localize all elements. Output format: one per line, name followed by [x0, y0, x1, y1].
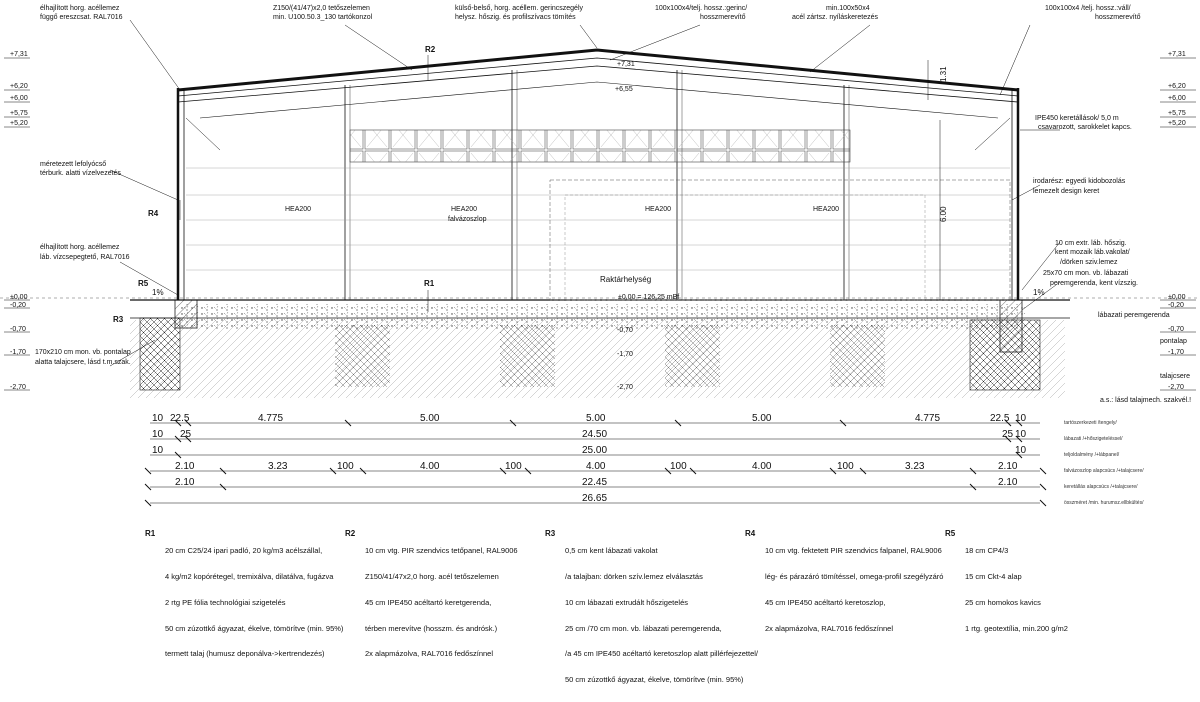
elev-left-5: +5,20	[10, 120, 28, 127]
note-elhajl-l1: élhajlított horg. acéllemez	[40, 244, 120, 251]
dim-row1-2: 22.5	[170, 413, 190, 424]
legend-key-r2: R2	[345, 529, 356, 538]
legend-line: 2x alapmázolva, RAL7016 fedőszínnel	[365, 649, 493, 659]
note-ridge-l1: külső-belső, horg. acéllem. gerincszegély	[455, 5, 584, 12]
note-meret-l1: méretezett lefolyócső	[40, 161, 107, 168]
dim-row2-1: 10	[152, 429, 164, 440]
legend-line: /a talajban: dörken szív.lemez elválasztás	[565, 571, 703, 581]
note-min100-l2: acél zártsz. nyíláskeretezés	[792, 14, 878, 21]
elev-left-9: -1,70	[10, 349, 26, 356]
note-z150-l1: Z150/(41/47)x2,0 tetőszelemen	[273, 5, 370, 12]
label-hea200-1: HEA200	[285, 206, 312, 213]
elev-mid-4: -1,70	[617, 351, 633, 358]
dim-row1-4: 5.00	[420, 413, 440, 424]
dim-row4-7: 100	[670, 461, 687, 472]
legend-line: 2x alapmázolva, RAL7016 fedőszínnel	[765, 623, 893, 633]
legend-key-r5: R5	[945, 529, 956, 538]
elev-right-2: +6,20	[1168, 83, 1186, 90]
label-r3: R3	[113, 315, 124, 324]
label-hea200-3: HEA200	[645, 206, 672, 213]
legend-key-r1: R1	[145, 529, 156, 538]
elev-mid-1: +7,31	[617, 61, 635, 68]
note-iroda-l1: irodarész: egyedi kidobozolás	[1033, 178, 1126, 185]
legend-line: 18 cm CP4/3	[965, 546, 1009, 556]
note-170-l2: alatta talajcsere, lásd t.m.szak.	[35, 359, 131, 366]
elev-right-8: -0,70	[1168, 326, 1184, 333]
note-10cm-l2: kent mozaik láb.vakolat/	[1055, 249, 1130, 256]
elev-left-10: -2,70	[10, 384, 26, 391]
label-r5: R5	[138, 279, 149, 288]
note-10cm-l1: 10 cm extr. láb. hőszig.	[1055, 240, 1127, 247]
legend-line: 45 cm IPE450 acéltartó keretgerenda,	[365, 597, 492, 607]
legend-line: Z150/41/47x2,0 horg. acél tetőszelemen	[365, 571, 499, 581]
dim-row1-1: 10	[152, 413, 164, 424]
dim-row2-4: 25	[1002, 429, 1014, 440]
note-top-left-l1: élhajlított horg. acéllemez	[40, 5, 120, 12]
legend-line: 10 cm vtg. fektetett PIR szendvics falpanel, RAL9006	[765, 546, 942, 556]
elev-right-10: -2,70	[1168, 384, 1184, 391]
dim-label-4: falvázoszlop alapcsúcs /+talajcsere/	[1064, 468, 1144, 474]
note-ipe-l2: csavarozott, sarokkelet kapcs.	[1038, 124, 1132, 131]
dim-row1-9: 10	[1015, 413, 1027, 424]
elev-right-9: -1,70	[1168, 349, 1184, 356]
label-falvaz: falvázoszlop	[448, 216, 487, 223]
dim-row4-6: 4.00	[586, 461, 606, 472]
note-ipe-l1: IPE450 keretállások/ 5,0 m	[1035, 115, 1119, 122]
legend-r4	[745, 530, 943, 650]
dim-row4-8: 4.00	[752, 461, 772, 472]
note-ridge-l2: helysz. hőszig. és profilszívacs tömítés	[455, 14, 576, 21]
legend-line: termett talaj (humusz deponálva->kertrendezés)	[165, 649, 325, 659]
label-h131: 1.31	[939, 66, 948, 82]
dim-row4-5: 100	[505, 461, 522, 472]
label-zero: ±0,00 = 126,25 mBf	[618, 294, 680, 301]
note-elhajl-l2: láb. vízcsepegtető, RAL7016	[40, 254, 130, 261]
legend-r5	[945, 530, 1068, 650]
legend-line: 10 cm vtg. PIR szendvics tetőpanel, RAL9006	[365, 546, 518, 556]
dim-row1-3: 4.775	[258, 413, 284, 424]
label-hea200-2: HEA200	[451, 206, 478, 213]
note-meret-l2: térburk. alatti vízelvezetés	[40, 170, 121, 177]
elev-right-7: -0,20	[1168, 302, 1184, 309]
elevation-scale-left	[4, 58, 30, 390]
note-z150-l2: min. U100.50.3_130 tartókonzol	[273, 14, 373, 21]
dim-row4-4: 4.00	[420, 461, 440, 472]
note-label-talajcsere: talajcsere	[1160, 373, 1190, 380]
note-100a-l1: 100x100x4/telj. hossz.:gerinc/	[655, 5, 748, 12]
note-top-left-l2: függő ereszcsat. RAL7016	[40, 14, 123, 21]
dim-label-3: teljoldalmény /+lábpanel/	[1064, 452, 1120, 458]
note-label-peremgerenda: lábazati peremgerenda	[1098, 312, 1170, 319]
elev-mid-2: +6,55	[615, 86, 633, 93]
elev-right-4: +5,75	[1168, 110, 1186, 117]
legend-lines-r5	[965, 530, 1068, 650]
dim-row4-10: 3.23	[905, 461, 925, 472]
note-100b-l1: 100x100x4 /telj. hossz.:váll/	[1045, 5, 1131, 12]
note-label-pontalap: pontalap	[1160, 338, 1187, 345]
legend-line: /a 45 cm IPE450 acéltartó keretoszlop alatt pillérfejezettel/	[565, 649, 759, 659]
note-170-l1: 170x210 cm mon. vb. pontalap	[35, 349, 131, 356]
legend-line: 20 cm C25/24 ipari padló, 20 kg/m3 acélszállal,	[165, 546, 323, 556]
note-label-talajmech: a.s.: lásd talajmech. szakvél.!	[1100, 397, 1192, 404]
elev-left-6: ±0,00	[10, 294, 28, 301]
dim-row2-5: 10	[1015, 429, 1027, 440]
legend-lines-r1	[165, 530, 343, 676]
legend-lines-r3	[565, 530, 758, 702]
elev-mid-5: -2,70	[617, 384, 633, 391]
dim-label-5: keretállás alapcsúcs /+talajcsere/	[1064, 484, 1138, 490]
dim-row2-3: 24.50	[582, 429, 608, 440]
elev-mid-3: -0,70	[617, 327, 633, 334]
label-r2: R2	[425, 45, 436, 54]
dim-label-2: lábazati /+hőszigeteléssel/	[1064, 436, 1123, 442]
note-25x70-l1: 25x70 cm mon. vb. lábazati	[1043, 270, 1129, 277]
legend-line: 0,5 cm kent lábazati vakolat	[565, 546, 658, 556]
label-r4: R4	[148, 209, 159, 218]
dim-row3-1: 10	[152, 445, 164, 456]
legend-line: térben merevítve (hosszm. és andrósk.)	[365, 623, 498, 633]
legend-lines-r4	[765, 530, 943, 650]
legend-r2	[345, 530, 518, 676]
legend-lines-r2	[365, 530, 518, 676]
dim-row2-2: 25	[180, 429, 192, 440]
dim-row3-2: 25.00	[582, 445, 608, 456]
legend-line: 25 cm homokos kavics	[965, 597, 1041, 607]
dim-row4-2: 3.23	[268, 461, 288, 472]
dim-row1-8: 22.5	[990, 413, 1010, 424]
dim-row4-11: 2.10	[998, 461, 1018, 472]
elev-left-2: +6,20	[10, 83, 28, 90]
note-100b-l2: hosszmerevítő	[1095, 14, 1141, 21]
legend-key-r4: R4	[745, 529, 756, 538]
note-iroda-l2: lemezelt design keret	[1033, 188, 1100, 195]
label-r1: R1	[424, 279, 435, 288]
elev-right-1: +7,31	[1168, 51, 1186, 58]
legend-r3	[545, 530, 758, 702]
dim-row4-1: 2.10	[175, 461, 195, 472]
elev-right-6: ±0,00	[1168, 294, 1186, 301]
note-25x70-l2: peremgerenda, kent vízszig.	[1050, 280, 1138, 287]
building-frame	[178, 50, 1018, 300]
legend-line: 25 cm /70 cm mon. vb. lábazati peremgerenda,	[565, 623, 722, 633]
legend-line: 50 cm zúzottkő ágyazat, ékelve, tömörítve (min. 95%)	[165, 623, 344, 633]
legend-line: lég- és párazáró tömítéssel, omega-profil szegélyzáró	[765, 571, 944, 581]
dim-label-6: összméret /min. hurumsz.ellbkültés/	[1064, 500, 1144, 506]
dim-row5-1: 2.10	[175, 477, 195, 488]
dim-row5-2: 22.45	[582, 477, 608, 488]
elev-left-8: -0,70	[10, 326, 26, 333]
note-min100-l1: min.100x50x4	[826, 5, 870, 12]
elev-left-3: +6,00	[10, 95, 28, 102]
dim-row3-3: 10	[1015, 445, 1027, 456]
dim-row4-3: 100	[337, 461, 354, 472]
label-pct-left: 1%	[152, 288, 164, 297]
legend-line: 1 rtg. geotextília, min.200 g/m2	[965, 623, 1068, 633]
label-hea200-4: HEA200	[813, 206, 840, 213]
legend-line: 50 cm zúzottkő ágyazat, ékelve, tömörítve (min. 95%)	[565, 675, 744, 685]
elev-left-4: +5,75	[10, 110, 28, 117]
dim-row1-6: 5.00	[752, 413, 772, 424]
legend-line: 15 cm Ckt-4 alap	[965, 571, 1022, 581]
elev-right-3: +6,00	[1168, 95, 1186, 102]
legend-line: 2 rtg PE fólia technológiai szigetelés	[165, 597, 286, 607]
elev-left-1: +7,31	[10, 51, 28, 58]
dim-row6-1: 26.65	[582, 493, 608, 504]
legend-line: 10 cm lábazati extrudált hőszigetelés	[565, 597, 688, 607]
dim-row1-7: 4.775	[915, 413, 941, 424]
legend-r1	[145, 530, 343, 676]
ground-layers	[0, 298, 1200, 398]
note-10cm-l3: /dörken sziv.lemez	[1060, 259, 1118, 266]
label-raktar: Raktárhelység	[600, 275, 652, 284]
note-100a-l2: hosszmerevítő	[700, 14, 746, 21]
dim-label-1: tartószerkezeti /tengely/	[1064, 420, 1117, 426]
dim-row4-9: 100	[837, 461, 854, 472]
label-pct-right: 1%	[1033, 288, 1045, 297]
legend-line: 45 cm IPE450 acéltartó keretoszlop,	[765, 597, 886, 607]
elev-left-7: -0,20	[10, 302, 26, 309]
elev-right-5: +5,20	[1168, 120, 1186, 127]
dim-row5-3: 2.10	[998, 477, 1018, 488]
legend-line: 4 kg/m2 kopórétegel, tremixálva, dilatálva, fugázva	[165, 571, 334, 581]
legend-key-r3: R3	[545, 529, 556, 538]
label-h600: 6.00	[939, 206, 948, 222]
dim-row1-5: 5.00	[586, 413, 606, 424]
